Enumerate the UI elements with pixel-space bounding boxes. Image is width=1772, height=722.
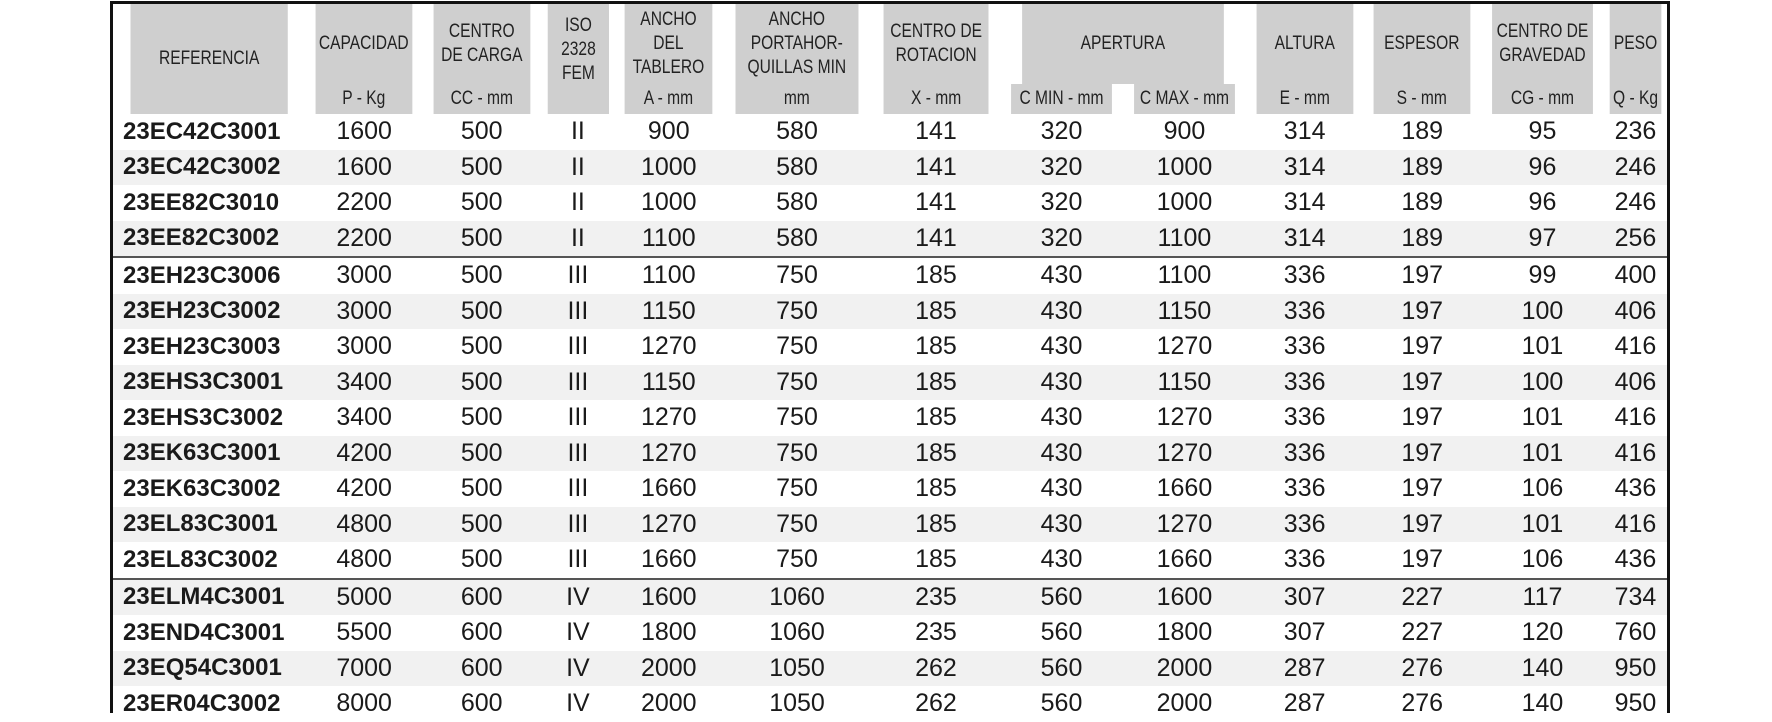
table-cell: 1270: [1123, 507, 1246, 543]
table-cell: 141: [872, 185, 1000, 221]
table-cell: 750: [722, 436, 872, 472]
table-cell: 100: [1481, 365, 1604, 401]
cell-referencia: 23ELM4C3001: [113, 579, 305, 616]
header-espesor: ESPESOR: [1374, 4, 1470, 84]
table-cell: III: [541, 436, 616, 472]
table-cell: 1100: [1123, 221, 1246, 258]
table-cell: 99: [1481, 257, 1604, 294]
table-cell: 1150: [1123, 294, 1246, 330]
table-cell: 760: [1604, 615, 1667, 651]
table-cell: 141: [872, 114, 1000, 150]
table-cell: 1660: [615, 471, 722, 507]
table-cell: 1000: [1123, 185, 1246, 221]
table-cell: 1800: [1123, 615, 1246, 651]
table-cell: 430: [1000, 436, 1123, 472]
table-cell: 95: [1481, 114, 1604, 150]
table-row: [113, 579, 1667, 616]
table-cell: 750: [722, 507, 872, 543]
table-cell: 100: [1481, 294, 1604, 330]
header-centro-gravedad: CENTRO DE GRAVEDAD: [1492, 4, 1593, 84]
table-cell: 2000: [615, 686, 722, 722]
table-cell: III: [541, 400, 616, 436]
table-row: [113, 365, 1667, 401]
table-cell: 580: [722, 150, 872, 186]
table-cell: 101: [1481, 400, 1604, 436]
table-cell: IV: [541, 686, 616, 722]
table-cell: 1270: [615, 507, 722, 543]
table-row: [113, 329, 1667, 365]
table-cell: 96: [1481, 185, 1604, 221]
table-cell: 101: [1481, 329, 1604, 365]
table-cell: 500: [423, 185, 541, 221]
table-cell: IV: [541, 651, 616, 687]
table-cell: 307: [1246, 615, 1364, 651]
table-cell: 262: [872, 651, 1000, 687]
table-cell: 246: [1604, 150, 1667, 186]
table-cell: 1660: [1123, 471, 1246, 507]
unit-centro-carga: CC - mm: [434, 84, 530, 114]
table-cell: 560: [1000, 579, 1123, 616]
cell-referencia: 23EK63C3001: [113, 436, 305, 472]
table-cell: 314: [1246, 114, 1364, 150]
table-cell: 320: [1000, 221, 1123, 258]
unit-apertura-max: C MAX - mm: [1134, 84, 1235, 114]
table-cell: 430: [1000, 507, 1123, 543]
table-cell: 750: [722, 542, 872, 579]
table-cell: 3400: [305, 400, 423, 436]
table-cell: 500: [423, 471, 541, 507]
table-cell: II: [541, 114, 616, 150]
table-cell: 1270: [615, 329, 722, 365]
table-cell: 430: [1000, 471, 1123, 507]
table-cell: III: [541, 329, 616, 365]
table-cell: 416: [1604, 436, 1667, 472]
table-cell: 500: [423, 436, 541, 472]
table-cell: 1270: [1123, 329, 1246, 365]
table-cell: 287: [1246, 686, 1364, 722]
table-cell: III: [541, 507, 616, 543]
cell-referencia: 23EH23C3006: [113, 257, 305, 294]
table-row: [113, 221, 1667, 258]
cell-referencia: 23EK63C3002: [113, 471, 305, 507]
table-cell: 4800: [305, 507, 423, 543]
cell-referencia: 23EH23C3002: [113, 294, 305, 330]
table-cell: 246: [1604, 185, 1667, 221]
table-cell: 120: [1481, 615, 1604, 651]
table-cell: 430: [1000, 257, 1123, 294]
table-cell: 336: [1246, 365, 1364, 401]
table-cell: 500: [423, 365, 541, 401]
table-cell: 276: [1363, 651, 1481, 687]
table-cell: 750: [722, 257, 872, 294]
spec-table: [113, 4, 1667, 722]
table-cell: 600: [423, 615, 541, 651]
cell-referencia: 23ER04C3002: [113, 686, 305, 722]
table-cell: 320: [1000, 114, 1123, 150]
cell-referencia: 23EE82C3010: [113, 185, 305, 221]
table-cell: 336: [1246, 436, 1364, 472]
table-cell: 197: [1363, 471, 1481, 507]
table-cell: 1100: [1123, 257, 1246, 294]
table-cell: 2200: [305, 221, 423, 258]
table-cell: 1270: [1123, 400, 1246, 436]
table-cell: 101: [1481, 507, 1604, 543]
table-row: [113, 257, 1667, 294]
table-cell: 1000: [615, 185, 722, 221]
table-cell: 8000: [305, 686, 423, 722]
table-cell: 185: [872, 365, 1000, 401]
table-cell: 5500: [305, 615, 423, 651]
table-cell: 560: [1000, 615, 1123, 651]
table-cell: 1660: [1123, 542, 1246, 579]
table-cell: 500: [423, 329, 541, 365]
table-cell: 1800: [615, 615, 722, 651]
cell-referencia: 23EHS3C3001: [113, 365, 305, 401]
header-peso: PESO: [1610, 4, 1662, 84]
table-row: [113, 686, 1667, 722]
table-cell: 500: [423, 507, 541, 543]
table-cell: 140: [1481, 686, 1604, 722]
table-cell: 500: [423, 294, 541, 330]
table-cell: 314: [1246, 150, 1364, 186]
table-cell: 336: [1246, 294, 1364, 330]
header-centro-carga: CENTRO DE CARGA: [434, 4, 530, 84]
table-cell: 185: [872, 329, 1000, 365]
table-cell: 430: [1000, 329, 1123, 365]
table-cell: III: [541, 471, 616, 507]
table-cell: 4200: [305, 471, 423, 507]
table-cell: III: [541, 365, 616, 401]
table-cell: 197: [1363, 329, 1481, 365]
table-cell: 314: [1246, 185, 1364, 221]
table-cell: 4200: [305, 436, 423, 472]
table-cell: 580: [722, 114, 872, 150]
table-cell: 500: [423, 257, 541, 294]
unit-apertura-min: C MIN - mm: [1011, 84, 1112, 114]
table-cell: 1270: [615, 436, 722, 472]
unit-centro-rotacion: X - mm: [883, 84, 988, 114]
table-cell: 500: [423, 542, 541, 579]
table-cell: 2200: [305, 185, 423, 221]
header-ancho-portahorquillas: ANCHO PORTAHOR- QUILLAS MIN: [736, 4, 859, 84]
table-cell: 580: [722, 185, 872, 221]
table-cell: 1600: [615, 579, 722, 616]
table-cell: 336: [1246, 471, 1364, 507]
table-row: [113, 185, 1667, 221]
table-cell: 197: [1363, 294, 1481, 330]
unit-altura: E - mm: [1256, 84, 1352, 114]
table-cell: 4800: [305, 542, 423, 579]
table-cell: 1600: [1123, 579, 1246, 616]
table-cell: II: [541, 185, 616, 221]
table-cell: 336: [1246, 400, 1364, 436]
table-cell: 1600: [305, 150, 423, 186]
table-cell: 197: [1363, 507, 1481, 543]
table-cell: 141: [872, 150, 1000, 186]
table-cell: 185: [872, 257, 1000, 294]
table-row: [113, 542, 1667, 579]
table-cell: 416: [1604, 400, 1667, 436]
cell-referencia: 23EHS3C3002: [113, 400, 305, 436]
table-cell: 560: [1000, 651, 1123, 687]
table-cell: 227: [1363, 615, 1481, 651]
table-cell: III: [541, 542, 616, 579]
table-cell: 416: [1604, 329, 1667, 365]
header-capacidad: CAPACIDAD: [316, 4, 412, 84]
table-cell: 750: [722, 400, 872, 436]
table-cell: 500: [423, 114, 541, 150]
table-cell: 189: [1363, 150, 1481, 186]
table-cell: 560: [1000, 686, 1123, 722]
table-cell: 430: [1000, 294, 1123, 330]
table-cell: 430: [1000, 400, 1123, 436]
header-referencia: REFERENCIA: [130, 4, 288, 114]
table-row: [113, 400, 1667, 436]
table-cell: 750: [722, 471, 872, 507]
table-cell: 189: [1363, 221, 1481, 258]
table-cell: 314: [1246, 221, 1364, 258]
table-cell: 197: [1363, 257, 1481, 294]
table-cell: IV: [541, 579, 616, 616]
table-cell: 96: [1481, 150, 1604, 186]
table-cell: 1000: [615, 150, 722, 186]
table-cell: 320: [1000, 150, 1123, 186]
table-cell: 106: [1481, 542, 1604, 579]
table-cell: 3000: [305, 257, 423, 294]
table-cell: 600: [423, 686, 541, 722]
table-cell: 185: [872, 542, 1000, 579]
table-cell: 3000: [305, 294, 423, 330]
table-cell: 1150: [1123, 365, 1246, 401]
table-cell: 336: [1246, 257, 1364, 294]
header-row-titles: [113, 4, 1667, 84]
unit-peso: Q - Kg: [1610, 84, 1662, 114]
table-cell: 580: [722, 221, 872, 258]
header-row-units: [113, 84, 1667, 114]
cell-referencia: 23EL83C3002: [113, 542, 305, 579]
table-cell: II: [541, 221, 616, 258]
table-cell: 276: [1363, 686, 1481, 722]
table-cell: 185: [872, 436, 1000, 472]
unit-ancho-portahorquillas: mm: [736, 84, 859, 114]
unit-espesor: S - mm: [1374, 84, 1470, 114]
table-header: [113, 4, 1667, 114]
table-cell: 436: [1604, 471, 1667, 507]
table-cell: 185: [872, 400, 1000, 436]
table-cell: 256: [1604, 221, 1667, 258]
table-cell: 416: [1604, 507, 1667, 543]
table-cell: 197: [1363, 400, 1481, 436]
table-cell: 185: [872, 471, 1000, 507]
table-cell: II: [541, 150, 616, 186]
table-cell: 1060: [722, 615, 872, 651]
table-cell: 500: [423, 150, 541, 186]
table-cell: III: [541, 257, 616, 294]
table-cell: 2000: [1123, 686, 1246, 722]
table-body: [113, 114, 1667, 722]
table-cell: 235: [872, 579, 1000, 616]
table-cell: 950: [1604, 651, 1667, 687]
spec-table-frame: [110, 1, 1670, 718]
table-cell: 750: [722, 329, 872, 365]
cell-referencia: 23EQ54C3001: [113, 651, 305, 687]
table-cell: 235: [872, 615, 1000, 651]
table-cell: 336: [1246, 329, 1364, 365]
table-cell: 7000: [305, 651, 423, 687]
table-cell: 2000: [615, 651, 722, 687]
table-cell: 197: [1363, 542, 1481, 579]
header-ancho-tablero: ANCHO DEL TABLERO: [625, 4, 713, 84]
table-cell: 1270: [1123, 436, 1246, 472]
header-iso: ISO 2328 FEM: [547, 4, 608, 114]
table-cell: 430: [1000, 542, 1123, 579]
header-apertura: APERTURA: [1022, 4, 1224, 84]
table-row: [113, 294, 1667, 330]
table-row: [113, 507, 1667, 543]
table-cell: 97: [1481, 221, 1604, 258]
table-row: [113, 114, 1667, 150]
table-cell: 734: [1604, 579, 1667, 616]
table-cell: 3000: [305, 329, 423, 365]
table-row: [113, 436, 1667, 472]
unit-ancho-tablero: A - mm: [625, 84, 713, 114]
table-cell: 406: [1604, 294, 1667, 330]
table-cell: 1060: [722, 579, 872, 616]
table-cell: 1270: [615, 400, 722, 436]
table-cell: 287: [1246, 651, 1364, 687]
table-cell: 236: [1604, 114, 1667, 150]
table-row: [113, 471, 1667, 507]
cell-referencia: 23EH23C3003: [113, 329, 305, 365]
table-cell: 600: [423, 651, 541, 687]
cell-referencia: 23EL83C3001: [113, 507, 305, 543]
table-cell: 336: [1246, 507, 1364, 543]
header-altura: ALTURA: [1256, 4, 1352, 84]
table-cell: 400: [1604, 257, 1667, 294]
table-cell: 189: [1363, 114, 1481, 150]
table-cell: IV: [541, 615, 616, 651]
table-cell: 500: [423, 221, 541, 258]
cell-referencia: 23EE82C3002: [113, 221, 305, 258]
table-cell: 430: [1000, 365, 1123, 401]
table-cell: 2000: [1123, 651, 1246, 687]
table-row: [113, 615, 1667, 651]
table-cell: 141: [872, 221, 1000, 258]
table-cell: 1100: [615, 221, 722, 258]
header-centro-rotacion: CENTRO DE ROTACION: [883, 4, 988, 84]
table-cell: 1600: [305, 114, 423, 150]
table-cell: 185: [872, 294, 1000, 330]
unit-capacidad: P - Kg: [316, 84, 412, 114]
table-cell: 750: [722, 365, 872, 401]
table-cell: 262: [872, 686, 1000, 722]
table-cell: 106: [1481, 471, 1604, 507]
cell-referencia: 23EC42C3002: [113, 150, 305, 186]
table-cell: 185: [872, 507, 1000, 543]
table-cell: 227: [1363, 579, 1481, 616]
table-cell: 336: [1246, 542, 1364, 579]
table-cell: 436: [1604, 542, 1667, 579]
table-cell: 197: [1363, 436, 1481, 472]
table-cell: 1050: [722, 686, 872, 722]
table-cell: 140: [1481, 651, 1604, 687]
table-cell: 197: [1363, 365, 1481, 401]
table-cell: 320: [1000, 185, 1123, 221]
table-cell: 3400: [305, 365, 423, 401]
cell-referencia: 23EC42C3001: [113, 114, 305, 150]
table-cell: 406: [1604, 365, 1667, 401]
table-cell: 950: [1604, 686, 1667, 722]
table-cell: III: [541, 294, 616, 330]
table-cell: 117: [1481, 579, 1604, 616]
table-cell: 1050: [722, 651, 872, 687]
table-cell: 101: [1481, 436, 1604, 472]
table-cell: 900: [615, 114, 722, 150]
table-cell: 1000: [1123, 150, 1246, 186]
unit-centro-gravedad: CG - mm: [1492, 84, 1593, 114]
table-cell: 189: [1363, 185, 1481, 221]
table-row: [113, 150, 1667, 186]
table-cell: 500: [423, 400, 541, 436]
table-row: [113, 651, 1667, 687]
table-cell: 900: [1123, 114, 1246, 150]
table-cell: 600: [423, 579, 541, 616]
cell-referencia: 23END4C3001: [113, 615, 305, 651]
table-cell: 1150: [615, 365, 722, 401]
table-cell: 307: [1246, 579, 1364, 616]
table-cell: 5000: [305, 579, 423, 616]
table-cell: 750: [722, 294, 872, 330]
table-cell: 1100: [615, 257, 722, 294]
table-cell: 1150: [615, 294, 722, 330]
table-cell: 1660: [615, 542, 722, 579]
